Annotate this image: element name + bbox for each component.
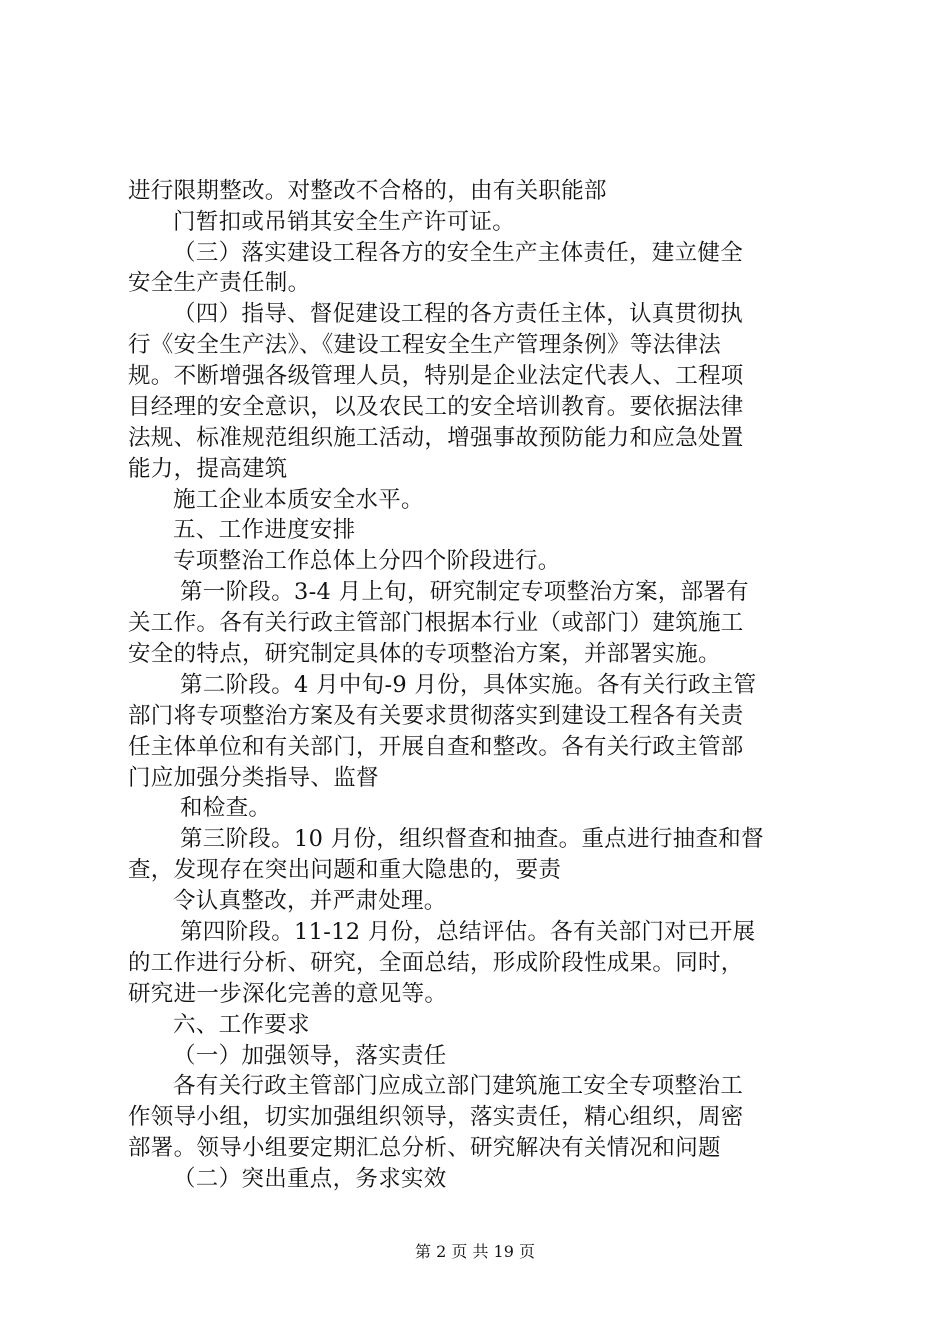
text-line: 任主体单位和有关部门，开展自查和整改。各有关行政主管部	[128, 734, 744, 760]
text-line: 门应加强分类指导、监督	[128, 765, 379, 791]
text-line: 研究进一步深化完善的意见等。	[128, 981, 448, 1007]
page-number-footer: 第 2 页 共 19 页	[415, 1242, 535, 1261]
text-line: （四）指导、督促建设工程的各方责任主体，认真贯彻执	[173, 301, 744, 327]
text-line: 部门将专项整治方案及有关要求贯彻落实到建设工程各有关责	[128, 703, 744, 729]
text-line: 能力，提高建筑	[128, 456, 288, 482]
text-line: 法规、标准规范组织施工活动，增强事故预防能力和应急处置	[128, 425, 744, 451]
subsection-heading: （二）突出重点，务求实效	[173, 1166, 447, 1192]
text-line: 专项整治工作总体上分四个阶段进行。	[173, 548, 561, 574]
text-line: 安全的特点，研究制定具体的专项整治方案，并部署实施。	[128, 641, 721, 667]
text-line: 施工企业本质安全水平。	[173, 487, 424, 513]
text-line: 第四阶段。11-12 月份，总结评估。各有关部门对已开展	[180, 919, 756, 945]
text-line: 查，发现存在突出问题和重大隐患的，要责	[128, 857, 562, 883]
text-line: 和检查。	[180, 795, 272, 821]
text-line: 的工作进行分析、研究，全面总结，形成阶段性成果。同时，	[128, 950, 744, 976]
text-line: 规。不断增强各级管理人员，特别是企业法定代表人、工程项	[128, 363, 744, 389]
text-line: （三）落实建设工程各方的安全生产主体责任，建立健全	[173, 240, 744, 266]
text-line: 作领导小组，切实加强组织领导，落实责任，精心组织，周密	[128, 1104, 744, 1130]
text-line: 第二阶段。4 月中旬-9 月份，具体实施。各有关行政主管	[180, 672, 757, 698]
text-line: 各有关行政主管部门应成立部门建筑施工安全专项整治工	[173, 1073, 744, 1099]
subsection-heading: （一）加强领导，落实责任	[173, 1043, 447, 1069]
text-line: 门暂扣或吊销其安全生产许可证。	[173, 209, 516, 235]
text-line: 关工作。各有关行政主管部门根据本行业（或部门）建筑施工	[128, 610, 744, 636]
text-line: 第三阶段。10 月份，组织督查和抽查。重点进行抽查和督	[180, 826, 764, 852]
text-line: 进行限期整改。对整改不合格的，由有关职能部	[128, 178, 607, 204]
section-heading: 五、工作进度安排	[173, 517, 356, 543]
section-heading: 六、工作要求	[173, 1012, 310, 1038]
text-line: 目经理的安全意识，以及农民工的安全培训教育。要依据法律	[128, 394, 744, 420]
text-line: 第一阶段。3-4 月上旬，研究制定专项整治方案，部署有	[180, 579, 749, 605]
text-line: 行《安全生产法》、《建设工程安全生产管理条例》等法律法	[128, 332, 722, 358]
text-line: 令认真整改，并严肃处理。	[173, 888, 447, 914]
text-line: 安全生产责任制。	[128, 270, 311, 296]
text-line: 部署。领导小组要定期汇总分析、研究解决有关情况和问题	[128, 1135, 721, 1161]
